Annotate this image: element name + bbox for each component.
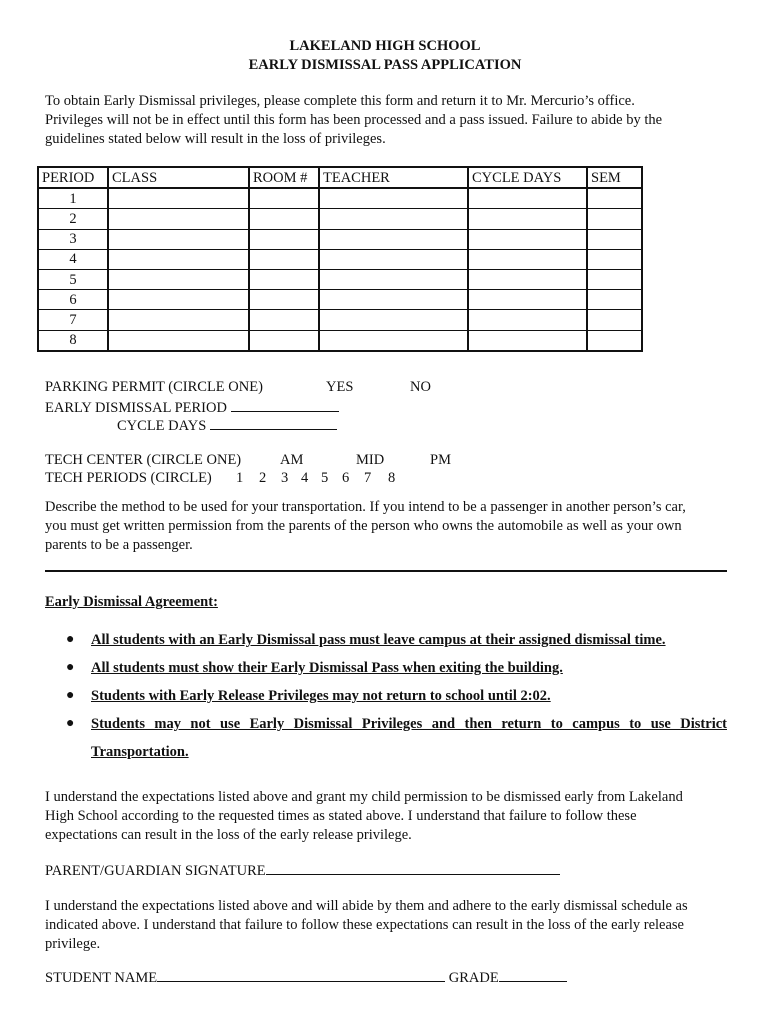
room-cell[interactable] [249, 209, 319, 229]
dismissal-period-label: EARLY DISMISSAL PERIOD [45, 400, 227, 416]
bullet-icon: ● [66, 716, 75, 731]
class-cell[interactable] [108, 330, 249, 351]
room-cell[interactable] [249, 188, 319, 209]
tech-center-label: TECH CENTER (CIRCLE ONE) [45, 452, 242, 468]
teacher-cell[interactable] [319, 310, 468, 330]
parent-statement-line: I understand the expectations listed above and grant my child permission to be dismissed early from Lakeland [45, 789, 683, 805]
sem-cell[interactable] [587, 290, 642, 310]
teacher-cell[interactable] [319, 290, 468, 310]
class-cell[interactable] [108, 249, 249, 269]
teacher-cell[interactable] [319, 229, 468, 249]
tech-period-option[interactable]: 3 [281, 470, 289, 486]
tech-pm-option[interactable]: PM [430, 452, 451, 468]
class-cell[interactable] [108, 269, 249, 289]
intro-paragraph [45, 92, 735, 149]
dismissal-period-field[interactable] [231, 398, 339, 412]
cycle-days-cell[interactable] [468, 209, 587, 229]
room-cell[interactable] [249, 269, 319, 289]
tech-period-option[interactable]: 1 [236, 470, 244, 486]
parent-statement-line: expectations can result in the loss of the early release privilege. [45, 827, 412, 843]
cycle-days-cell[interactable] [468, 310, 587, 330]
header-sem: SEM [587, 167, 642, 188]
student-name-row [45, 968, 567, 987]
period-number: 2 [38, 209, 108, 229]
header-room: ROOM # [249, 167, 319, 188]
period-number: 1 [38, 188, 108, 209]
class-cell[interactable] [108, 310, 249, 330]
cycle-days-row [117, 416, 337, 435]
intro-line: To obtain Early Dismissal privileges, please complete this form and return it to Mr. Mercurio’s office. [45, 93, 635, 109]
period-number: 3 [38, 229, 108, 249]
form-title: EARLY DISMISSAL PASS APPLICATION [248, 57, 522, 73]
tech-period-option[interactable]: 5 [321, 470, 329, 486]
table-row [38, 249, 642, 269]
tech-am-option[interactable]: AM [280, 452, 304, 468]
agreement-rule [45, 626, 727, 654]
tech-period-option[interactable]: 8 [388, 470, 396, 486]
agreement-rule [45, 710, 727, 766]
transport-line: parents to be a passenger. [45, 537, 193, 553]
sem-cell[interactable] [587, 269, 642, 289]
table-row [38, 269, 642, 289]
section-divider [45, 570, 727, 572]
header-cycle-days: CYCLE DAYS [468, 167, 587, 188]
header-class: CLASS [108, 167, 249, 188]
dismissal-period-row [45, 398, 339, 417]
sem-cell[interactable] [587, 209, 642, 229]
agreement-heading: Early Dismissal Agreement: [45, 594, 218, 610]
period-number: 7 [38, 310, 108, 330]
tech-periods-label: TECH PERIODS (CIRCLE) [45, 470, 212, 486]
header-teacher: TEACHER [319, 167, 468, 188]
parking-no-option[interactable]: NO [410, 379, 431, 395]
cycle-days-cell[interactable] [468, 330, 587, 351]
teacher-cell[interactable] [319, 330, 468, 351]
parking-yes-option[interactable]: YES [326, 379, 354, 395]
period-number: 4 [38, 249, 108, 269]
tech-period-option[interactable]: 6 [342, 470, 350, 486]
tech-mid-option[interactable]: MID [356, 452, 385, 468]
room-cell[interactable] [249, 229, 319, 249]
student-statement-line: I understand the expectations listed above and will abide by them and adhere to the early dismissal schedule as [45, 898, 688, 914]
tech-period-option[interactable]: 2 [259, 470, 267, 486]
table-row [38, 188, 642, 209]
grade-label: GRADE [448, 970, 499, 986]
period-number: 6 [38, 290, 108, 310]
student-statement-line: indicated above. I understand that failure to follow these expectations can result in the loss of the early release [45, 917, 684, 933]
cycle-days-cell[interactable] [468, 188, 587, 209]
table-row [38, 209, 642, 229]
student-statement-line: privilege. [45, 936, 101, 952]
schedule-table [37, 166, 643, 352]
class-cell[interactable] [108, 188, 249, 209]
agreement-rule [45, 682, 727, 710]
intro-line: guidelines stated below will result in the loss of privileges. [45, 131, 386, 147]
tech-period-option[interactable]: 4 [301, 470, 309, 486]
schedule-header-row [38, 167, 642, 188]
teacher-cell[interactable] [319, 188, 468, 209]
sem-cell[interactable] [587, 229, 642, 249]
transport-line: you must get written permission from the parents of the person who owns the automobile as well as your own [45, 518, 682, 534]
cycle-days-cell[interactable] [468, 229, 587, 249]
parent-statement-line: High School according to the requested times as stated above. I understand that failure to follow these [45, 808, 637, 824]
teacher-cell[interactable] [319, 249, 468, 269]
parent-signature-row [45, 861, 560, 880]
header-period: PERIOD [38, 167, 108, 188]
grade-field[interactable] [499, 968, 567, 982]
rule-text: All students with an Early Dismissal pass must leave campus at their assigned dismissal time. [91, 632, 666, 648]
class-cell[interactable] [108, 209, 249, 229]
rule-text: All students must show their Early Dismissal Pass when exiting the building. [91, 660, 563, 676]
transportation-paragraph [45, 498, 729, 555]
room-cell[interactable] [249, 310, 319, 330]
rule-text: Students may not use Early Dismissal Privileges and then return to campus to use District Transportation. [91, 716, 727, 760]
student-name-field[interactable] [157, 968, 445, 982]
cycle-days-label: CYCLE DAYS [117, 418, 207, 434]
student-name-label: STUDENT NAME [45, 970, 158, 986]
parent-statement [45, 788, 735, 845]
tech-period-option[interactable]: 7 [364, 470, 372, 486]
sem-cell[interactable] [587, 249, 642, 269]
table-row [38, 310, 642, 330]
school-name: LAKELAND HIGH SCHOOL [289, 38, 481, 54]
transport-line: Describe the method to be used for your transportation. If you intend to be a passenger in another person’s car, [45, 499, 686, 515]
table-row [38, 330, 642, 351]
teacher-cell[interactable] [319, 209, 468, 229]
class-cell[interactable] [108, 290, 249, 310]
bullet-icon: ● [66, 660, 75, 675]
agreement-rules-list [45, 626, 727, 766]
table-row [38, 290, 642, 310]
room-cell[interactable] [249, 330, 319, 351]
class-cell[interactable] [108, 229, 249, 249]
student-statement [45, 897, 735, 954]
parking-permit-label: PARKING PERMIT (CIRCLE ONE) [45, 379, 263, 395]
bullet-icon: ● [66, 632, 75, 647]
sem-cell[interactable] [587, 330, 642, 351]
agreement-rule [45, 654, 727, 682]
cycle-days-field[interactable] [210, 416, 337, 430]
parent-signature-label: PARENT/GUARDIAN SIGNATURE [45, 863, 266, 879]
period-number: 5 [38, 269, 108, 289]
intro-line: Privileges will not be in effect until this form has been processed and a pass issued. Failure to abide by the [45, 112, 663, 128]
sem-cell[interactable] [587, 310, 642, 330]
parent-signature-field[interactable] [266, 861, 560, 875]
sem-cell[interactable] [587, 188, 642, 209]
room-cell[interactable] [249, 249, 319, 269]
period-number: 8 [38, 330, 108, 351]
cycle-days-cell[interactable] [468, 290, 587, 310]
cycle-days-cell[interactable] [468, 249, 587, 269]
bullet-icon: ● [66, 688, 75, 703]
cycle-days-cell[interactable] [468, 269, 587, 289]
teacher-cell[interactable] [319, 269, 468, 289]
table-row [38, 229, 642, 249]
rule-text: Students with Early Release Privileges may not return to school until 2:02. [91, 688, 551, 704]
room-cell[interactable] [249, 290, 319, 310]
